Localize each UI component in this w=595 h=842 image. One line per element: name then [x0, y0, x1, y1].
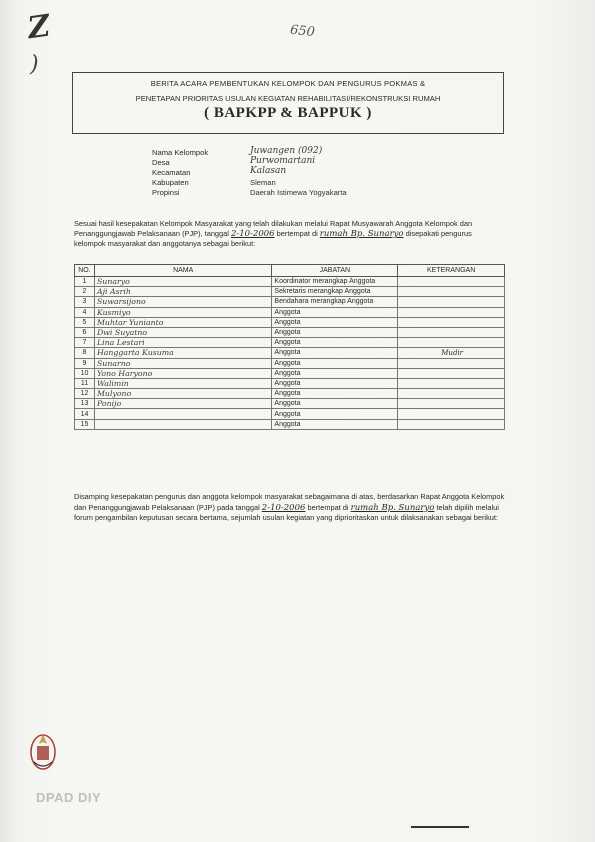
cell-no: 13 — [75, 399, 95, 409]
info-row-kecamatan — [152, 168, 412, 178]
cell-nama: Hanggarta Kusuma — [94, 348, 271, 358]
cell-no: 14 — [75, 409, 95, 419]
info-label: Desa — [152, 158, 170, 167]
cell-no: 2 — [75, 287, 95, 297]
handwritten-corner-mark: Z — [25, 8, 53, 47]
cell-no: 8 — [75, 348, 95, 358]
cell-keterangan — [398, 378, 505, 388]
cell-keterangan — [398, 419, 505, 429]
table-row — [75, 389, 505, 399]
cell-no: 1 — [75, 277, 95, 287]
cell-keterangan — [398, 399, 505, 409]
cell-no: 7 — [75, 338, 95, 348]
table-row — [75, 287, 505, 297]
cell-no: 5 — [75, 317, 95, 327]
cell-nama: Lina Lestari — [94, 338, 271, 348]
info-value: Juwangen (092) — [250, 146, 323, 156]
title-box — [72, 72, 504, 134]
cell-jabatan: Anggota — [272, 317, 398, 327]
cell-nama: Yono Haryono — [94, 368, 271, 378]
cell-jabatan: Anggota — [272, 389, 398, 399]
column-header-jabatan: JABATAN — [272, 265, 398, 277]
cell-keterangan: Mudir — [398, 348, 505, 358]
cell-nama — [94, 409, 271, 419]
cell-nama: Muhtar Yunianto — [94, 317, 271, 327]
cell-nama: Suwarsijono — [94, 297, 271, 307]
table-row — [75, 307, 505, 317]
handwritten-date: 2-10-2006 — [261, 502, 306, 513]
info-value: Kalasan — [250, 166, 287, 176]
table-row — [75, 409, 505, 419]
handwritten-date: 2-10-2006 — [230, 229, 275, 239]
title-line-3: ( BAPKPP & BAPPUK ) — [204, 105, 372, 121]
info-value: Daerah Istimewa Yogyakarta — [250, 188, 347, 197]
agreement-paragraph — [74, 219, 504, 249]
handwritten-place: rumah Bp. Sunaryo — [350, 502, 435, 513]
cell-jabatan: Sekretaris merangkap Anggota — [272, 287, 398, 297]
cell-no: 10 — [75, 368, 95, 378]
cell-nama: Ponijo — [94, 399, 271, 409]
table-row — [75, 338, 505, 348]
paragraph-text: Disamping kesepakatan pengurus dan anggota kelompok masyarakat sebagaimana di atas, berdasarkan Rapat Anggota Kelompok dan Penanggungjawab Pelaksanaan (PJP) pada tanggal — [74, 492, 505, 512]
table-header-row — [75, 265, 505, 277]
paragraph-text: telah dipilih melalui forum pengambilan keputusan secara bertama, sejumlah usulan kegiatan yang diprioritaskan untuk dilaksanakan sebagai berikut: — [74, 502, 499, 522]
cell-jabatan: Anggota — [272, 368, 398, 378]
info-value: Sleman — [250, 178, 276, 187]
info-value: Purwomartani — [250, 156, 316, 166]
table-row — [75, 399, 505, 409]
priority-paragraph — [74, 492, 506, 524]
cell-keterangan — [398, 297, 505, 307]
info-row-kabupaten — [152, 178, 412, 188]
cell-no: 6 — [75, 327, 95, 337]
members-table — [74, 264, 505, 430]
cell-jabatan: Anggota — [272, 358, 398, 368]
cell-jabatan: Anggota — [272, 419, 398, 429]
cell-jabatan: Anggota — [272, 348, 398, 358]
group-info — [152, 148, 412, 198]
info-label: Nama Kelompok — [152, 148, 209, 157]
title-line-1: BERITA ACARA PEMBENTUKAN KELOMPOK DAN PENGURUS POKMAS & — [150, 79, 426, 88]
cell-no: 9 — [75, 358, 95, 368]
cell-keterangan — [398, 389, 505, 399]
cell-no: 4 — [75, 307, 95, 317]
cell-keterangan — [398, 287, 505, 297]
table-row — [75, 297, 505, 307]
cell-no: 15 — [75, 419, 95, 429]
cell-keterangan — [398, 277, 505, 287]
cell-jabatan: Anggota — [272, 378, 398, 388]
handwritten-place: rumah Bp. Sunaryo — [319, 229, 404, 239]
cell-jabatan: Anggota — [272, 338, 398, 348]
cell-jabatan: Anggota — [272, 409, 398, 419]
column-header-no: NO. — [75, 265, 95, 277]
cell-nama: Sunarno — [94, 358, 271, 368]
cell-jabatan: Bendahara merangkap Anggota — [272, 297, 398, 307]
cell-keterangan — [398, 368, 505, 378]
cell-keterangan — [398, 409, 505, 419]
table-row — [75, 358, 505, 368]
column-header-keterangan: KETERANGAN — [398, 265, 505, 277]
table-row — [75, 368, 505, 378]
info-label: Propinsi — [152, 188, 180, 197]
table-row — [75, 317, 505, 327]
paragraph-text: Sesuai hasil kesepakatan Kelompok Masyarakat yang telah dilakukan melalui Rapat Musyawarah Anggota Kelompok dan Penanggungjawab Pelaksanaan (PJP), tanggal — [74, 219, 473, 238]
cell-jabatan: Anggota — [272, 307, 398, 317]
table-row — [75, 327, 505, 337]
cell-nama: Sunaryo — [94, 277, 271, 287]
column-header-nama: NAMA — [94, 265, 271, 277]
table-row — [75, 419, 505, 429]
cell-keterangan — [398, 327, 505, 337]
table-row — [75, 277, 505, 287]
page-number: 650 — [289, 22, 316, 41]
paragraph-text: bertempat di — [307, 502, 349, 512]
archive-seal-icon — [28, 728, 58, 772]
table-row — [75, 378, 505, 388]
handwritten-side-mark: ) — [30, 52, 39, 77]
archive-watermark: DPAD DIY — [36, 790, 102, 805]
cell-nama — [94, 419, 271, 429]
cell-keterangan — [398, 317, 505, 327]
table-row — [75, 348, 505, 358]
cell-jabatan: Anggota — [272, 399, 398, 409]
paragraph-text: disepakati pengurus kelompok masyarakat dan anggotanya sebagai berikut: — [74, 229, 472, 248]
info-label: Kabupaten — [152, 178, 189, 187]
cell-nama: Walimin — [94, 378, 271, 388]
cell-no: 3 — [75, 297, 95, 307]
cell-no: 11 — [75, 378, 95, 388]
paragraph-text: bertempat di — [276, 229, 318, 238]
cell-keterangan — [398, 338, 505, 348]
cell-jabatan: Anggota — [272, 327, 398, 337]
cell-keterangan — [398, 358, 505, 368]
cell-nama: Aji Asrih — [94, 287, 271, 297]
cell-nama: Dwi Suyatno — [94, 327, 271, 337]
scan-edge-mark — [411, 826, 469, 828]
cell-jabatan: Koordinator merangkap Anggota — [272, 277, 398, 287]
cell-no: 12 — [75, 389, 95, 399]
info-row-propinsi — [152, 188, 412, 198]
title-line-2: PENETAPAN PRIORITAS USULAN KEGIATAN REHABILITASI/REKONSTRUKSI RUMAH — [135, 94, 441, 103]
cell-keterangan — [398, 307, 505, 317]
cell-nama: Mulyono — [94, 389, 271, 399]
info-label: Kecamatan — [152, 168, 191, 177]
cell-nama: Kusmiyo — [94, 307, 271, 317]
